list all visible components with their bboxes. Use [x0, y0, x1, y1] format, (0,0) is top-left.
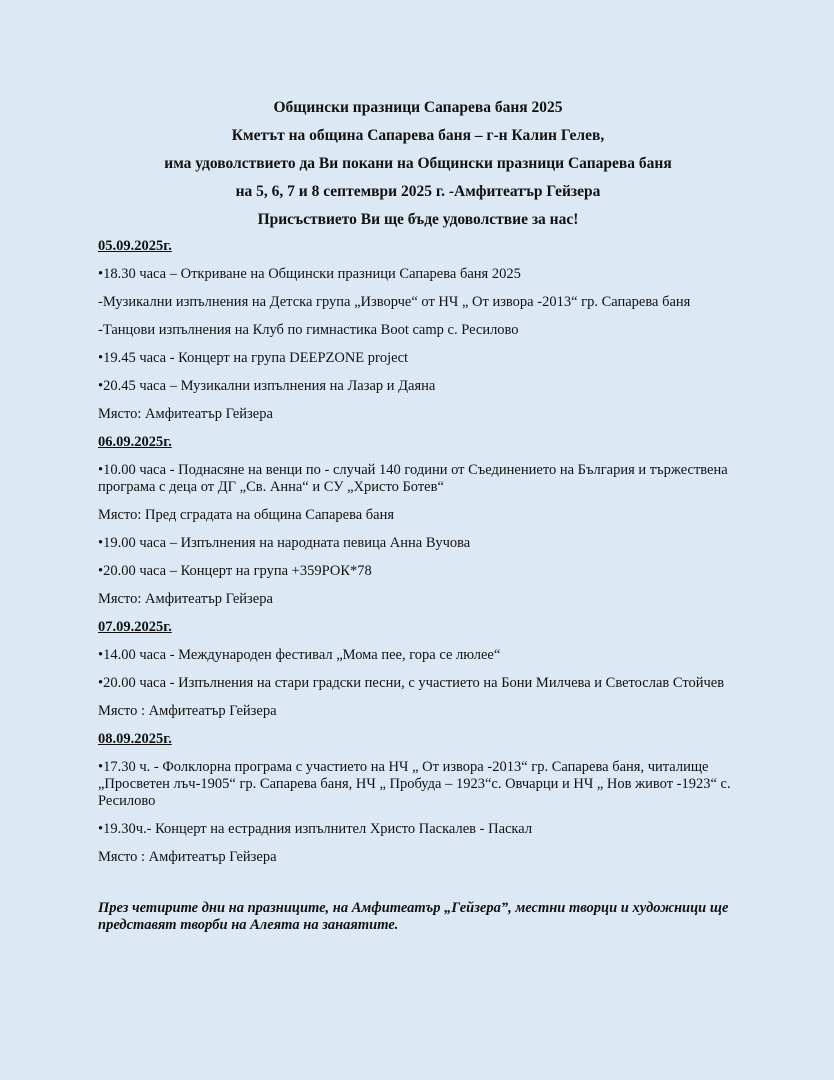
- program-item: •20.00 часа - Изпълнения на стари градски песни, с участието на Бони Милчева и Светослав Стойчев: [98, 675, 725, 691]
- closing-line: Присъствието Ви ще бъде удоволствие за нас!: [257, 211, 579, 228]
- program-item: •14.00 часа - Международен фестивал „Мома пее, гора се люлее“: [98, 647, 501, 663]
- day-section-0809: [98, 731, 738, 866]
- program-content: [98, 238, 738, 866]
- venue-line: Място: Пред сградата на община Сапарева баня: [98, 507, 395, 523]
- program-item: -Музикални изпълнения на Детска група „Изворче“ от НЧ „ От извора -2013“ гр. Сапарева баня: [98, 294, 691, 310]
- venue-line: Място : Амфитеатър Гейзера: [98, 849, 277, 865]
- program-item: •17.30 ч. - Фолклорна програма с участието на НЧ „ От извора -2013“ гр. Сапарева баня, читалище „Просветен лъч-1905“ гр. Сапарева баня, НЧ „ Пробуда – 1923“с. Овчарци и НЧ „ Нов живот -1923“ с. Ресилово: [98, 759, 731, 809]
- program-item: •10.00 часа - Поднасяне на венци по - случай 140 години от Съединението на България и тържествена програма с деца от ДГ „Св. Анна“ и СУ „Христо Ботев“: [98, 462, 728, 495]
- venue-line: Място: Амфитеатър Гейзера: [98, 406, 273, 422]
- program-item: •20.00 часа – Концерт на група +359РОК*78: [98, 563, 372, 579]
- day-section-0609: [98, 434, 738, 608]
- day-section-0709: [98, 619, 738, 720]
- program-item: •19.45 часа - Концерт на група DEEPZONE project: [98, 350, 409, 366]
- dates-venue-line: на 5, 6, 7 и 8 септември 2025 г. -Амфитеатър Гейзера: [235, 183, 601, 200]
- day-date: 07.09.2025г.: [98, 619, 172, 635]
- invitation-header: [98, 98, 738, 230]
- event-title: Общински празници Сапарева баня 2025: [273, 99, 563, 116]
- day-date: 06.09.2025г.: [98, 434, 172, 450]
- program-item: •19.00 часа – Изпълнения на народната певица Анна Вучова: [98, 535, 471, 551]
- crafts-alley-note: През четирите дни на празниците, на Амфитеатър „Гейзера”, местни творци и художници ще представят творби на Алеята на занаятите.: [98, 900, 729, 933]
- mayor-line: Кметът на община Сапарева баня – г-н Калин Гелев,: [231, 127, 605, 144]
- day-date: 05.09.2025г.: [98, 238, 172, 254]
- program-item: •20.45 часа – Музикални изпълнения на Лазар и Даяна: [98, 378, 436, 394]
- invitation-line: има удоволствието да Ви покани на Общински празници Сапарева баня: [164, 155, 672, 172]
- day-section-0509: [98, 238, 738, 423]
- venue-line: Място: Амфитеатър Гейзера: [98, 591, 273, 607]
- program-item: •19.30ч.- Концерт на естрадния изпълнител Христо Паскалев - Паскал: [98, 821, 533, 837]
- program-item: -Танцови изпълнения на Клуб по гимнастика Boot camp с. Ресилово: [98, 322, 519, 338]
- program-item: •18.30 часа – Откриване на Общински празници Сапарева баня 2025: [98, 266, 521, 282]
- venue-line: Място : Амфитеатър Гейзера: [98, 703, 277, 719]
- day-date: 08.09.2025г.: [98, 731, 172, 747]
